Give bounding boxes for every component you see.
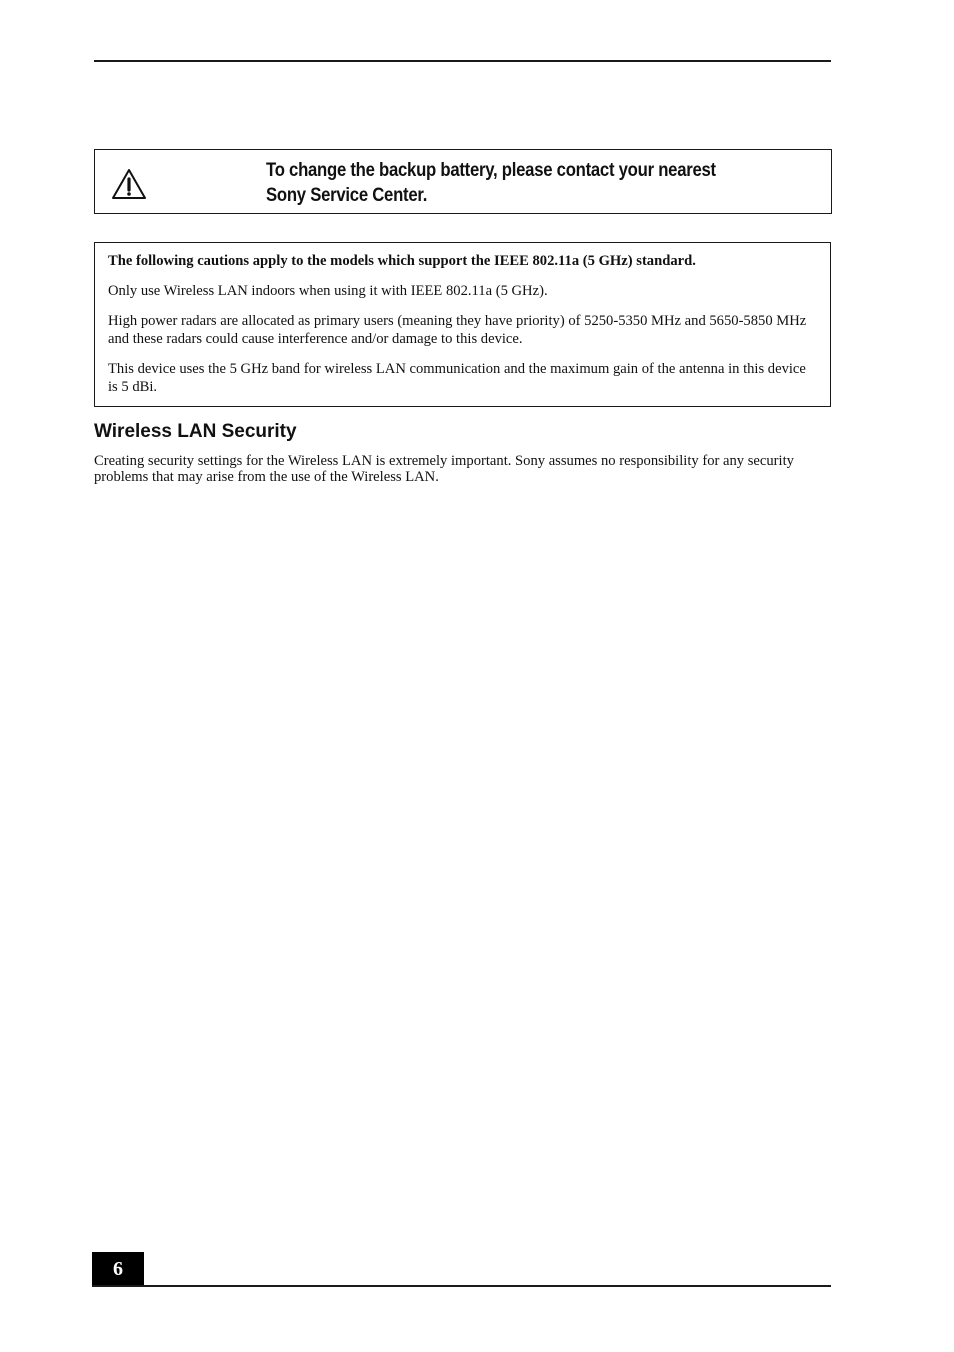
caution-paragraph: This device uses the 5 GHz band for wireless LAN communication and the maximum gain of the antenna in this device is 5 dBi. [108,361,806,395]
header-rule [94,60,831,62]
footer-rule [92,1285,831,1287]
warning-box [94,149,832,214]
warning-triangle-icon [111,168,147,200]
caution-paragraph: Only use Wireless LAN indoors when using it with IEEE 802.11a (5 GHz). [108,283,548,299]
page-number: 6 [92,1252,144,1287]
caution-paragraph: High power radars are allocated as primary users (meaning they have priority) of 5250-5350 MHz and 5650-5850 MHz and these radars could cause interference and/or damage to this device. [108,313,807,347]
caution-intro: The following cautions apply to the models which support the IEEE 802.11a (5 GHz) standard. [108,253,696,269]
section-heading: Wireless LAN Security [94,421,297,442]
caution-box [94,242,831,407]
warning-text: To change the backup battery, please contact your nearest Sony Service Center. [266,160,716,206]
section-body: Creating security settings for the Wireless LAN is extremely important. Sony assumes no responsibility for any security problems that may arise from the use of the Wireless LAN. [94,453,794,485]
